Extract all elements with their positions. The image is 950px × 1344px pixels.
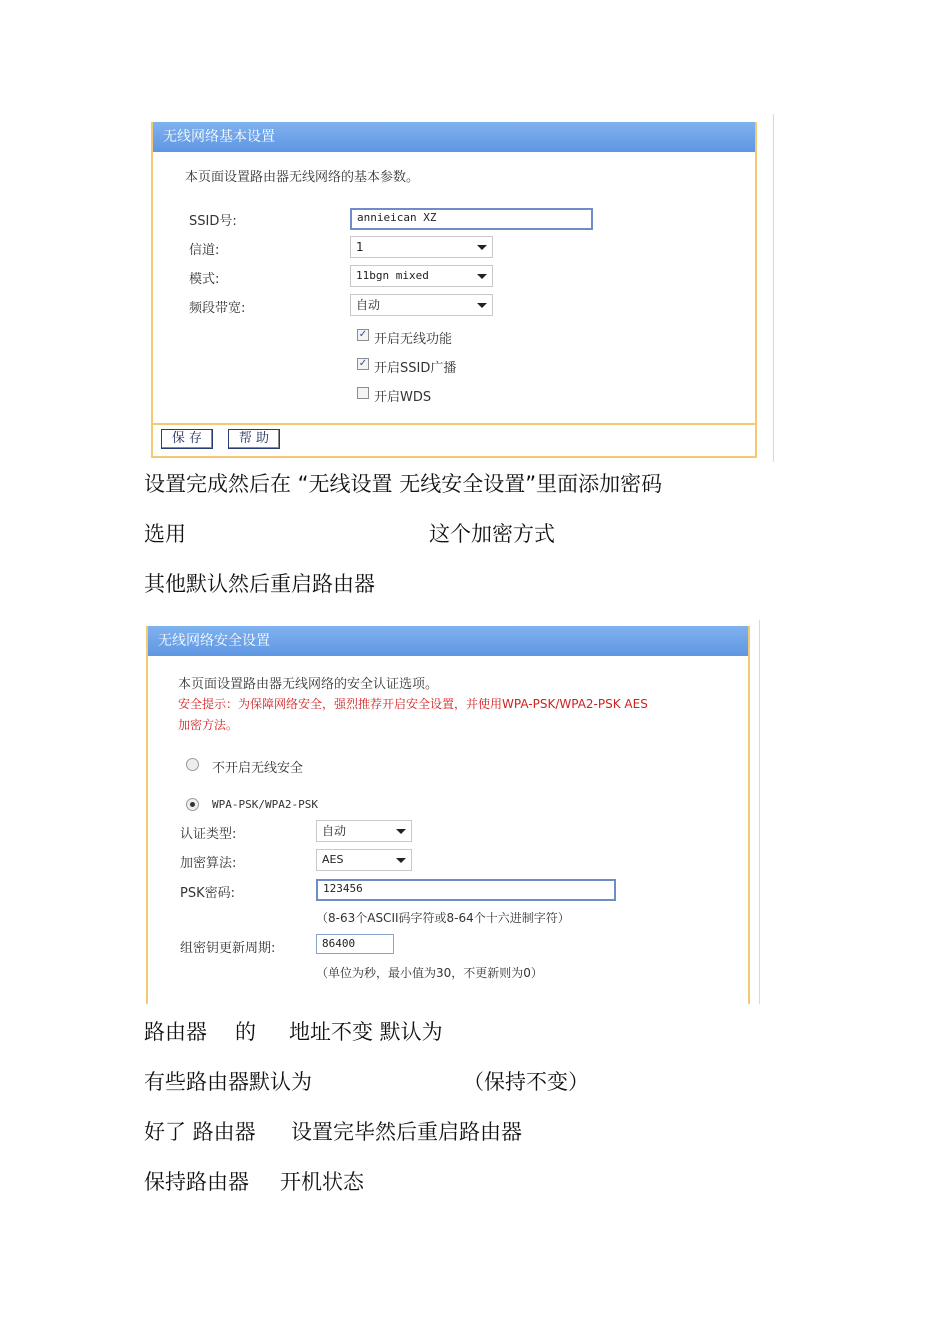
enable-ssid-broadcast-checkbox[interactable]: ✓ [358,358,368,369]
enable-wds-label: 开启WDS [374,390,432,405]
save-button[interactable]: 保 存 [161,429,213,449]
radio-selected-dot [190,802,195,807]
note-line-1b: 的 [235,1020,256,1044]
auth-type-value: 自动 [322,824,347,838]
enable-wds-checkbox[interactable] [357,387,369,399]
psk-password-hint: （8-63个ASCII码字符或8-64个十六进制字符） [316,911,570,925]
encryption-select[interactable] [316,849,412,871]
note-line-4a: 保持路由器 [144,1170,249,1194]
channel-select[interactable] [350,236,493,258]
ssid-input[interactable]: annieican XZ [350,208,593,230]
note-line-1c: 地址不变 默认为 [289,1020,443,1044]
note-line-2a: 有些路由器默认为 [144,1070,312,1094]
chevron-down-icon [477,274,487,279]
panel-title: 无线网络基本设置 [153,122,755,152]
security-warning-line-2: 加密方法。 [178,718,239,732]
mode-value: 11bgn mixed [356,269,429,282]
help-button[interactable]: 帮 助 [228,429,280,449]
note-line-1a: 路由器 [144,1020,207,1044]
wireless-basic-settings-screenshot [144,114,774,462]
auth-type-label: 认证类型: [180,827,237,842]
chevron-down-icon [396,829,406,834]
instruction-line-2b: 这个加密方式 [429,522,555,546]
wireless-security-settings-screenshot [144,620,760,1004]
key-period-label: 组密钥更新周期: [180,941,276,956]
key-period-hint: （单位为秒，最小值为30，不更新则为0） [316,966,543,980]
encryption-value: AES [322,853,344,866]
bandwidth-select[interactable] [350,294,493,316]
note-line-3a: 好了 路由器 [144,1120,256,1144]
wpa-psk-radio[interactable] [186,798,199,811]
enable-wireless-checkbox[interactable]: ✓ [358,329,368,340]
wireless-security-panel [146,626,750,1004]
chevron-down-icon [477,303,487,308]
mode-select[interactable] [350,265,493,287]
key-period-input[interactable]: 86400 [316,934,394,954]
enable-ssid-broadcast-label: 开启SSID广播 [374,361,457,376]
disable-security-label: 不开启无线安全 [212,761,304,776]
ssid-label: SSID号: [189,214,237,229]
bandwidth-value: 自动 [356,298,381,312]
security-warning-line-1: 安全提示：为保障网络安全，强烈推荐开启安全设置，并使用WPA-PSK/WPA2-PSK AES [178,697,648,711]
auth-type-select[interactable] [316,820,412,842]
instruction-line-2a: 选用 [144,522,186,546]
wpa-psk-label: WPA-PSK/WPA2-PSK [212,798,318,811]
psk-password-label: PSK密码: [180,886,235,901]
wireless-basic-panel [151,122,757,458]
panel-title: 无线网络安全设置 [148,626,748,656]
psk-password-input[interactable]: 123456 [316,879,616,901]
channel-value: 1 [356,240,364,254]
note-line-3b: 设置完毕然后重启路由器 [291,1120,522,1144]
screenshot-edge [773,114,774,462]
mode-label: 模式: [189,272,220,287]
chevron-down-icon [396,858,406,863]
note-line-2b: （保持不变） [463,1070,589,1094]
instruction-line-1: 设置完成然后在 “无线设置 无线安全设置”里面添加密码 [144,472,663,496]
button-bar-divider [153,423,755,425]
panel-description: 本页面设置路由器无线网络的基本参数。 [185,170,420,185]
instruction-line-3: 其他默认然后重启路由器 [144,572,375,596]
channel-label: 信道: [189,243,220,258]
note-line-4b: 开机状态 [280,1170,364,1194]
screenshot-edge [759,620,760,1004]
disable-security-radio[interactable] [186,758,199,771]
enable-wireless-label: 开启无线功能 [374,332,453,347]
chevron-down-icon [477,245,487,250]
encryption-label: 加密算法: [180,856,237,871]
bandwidth-label: 频段带宽: [189,301,246,316]
panel-description: 本页面设置路由器无线网络的安全认证选项。 [178,677,439,692]
